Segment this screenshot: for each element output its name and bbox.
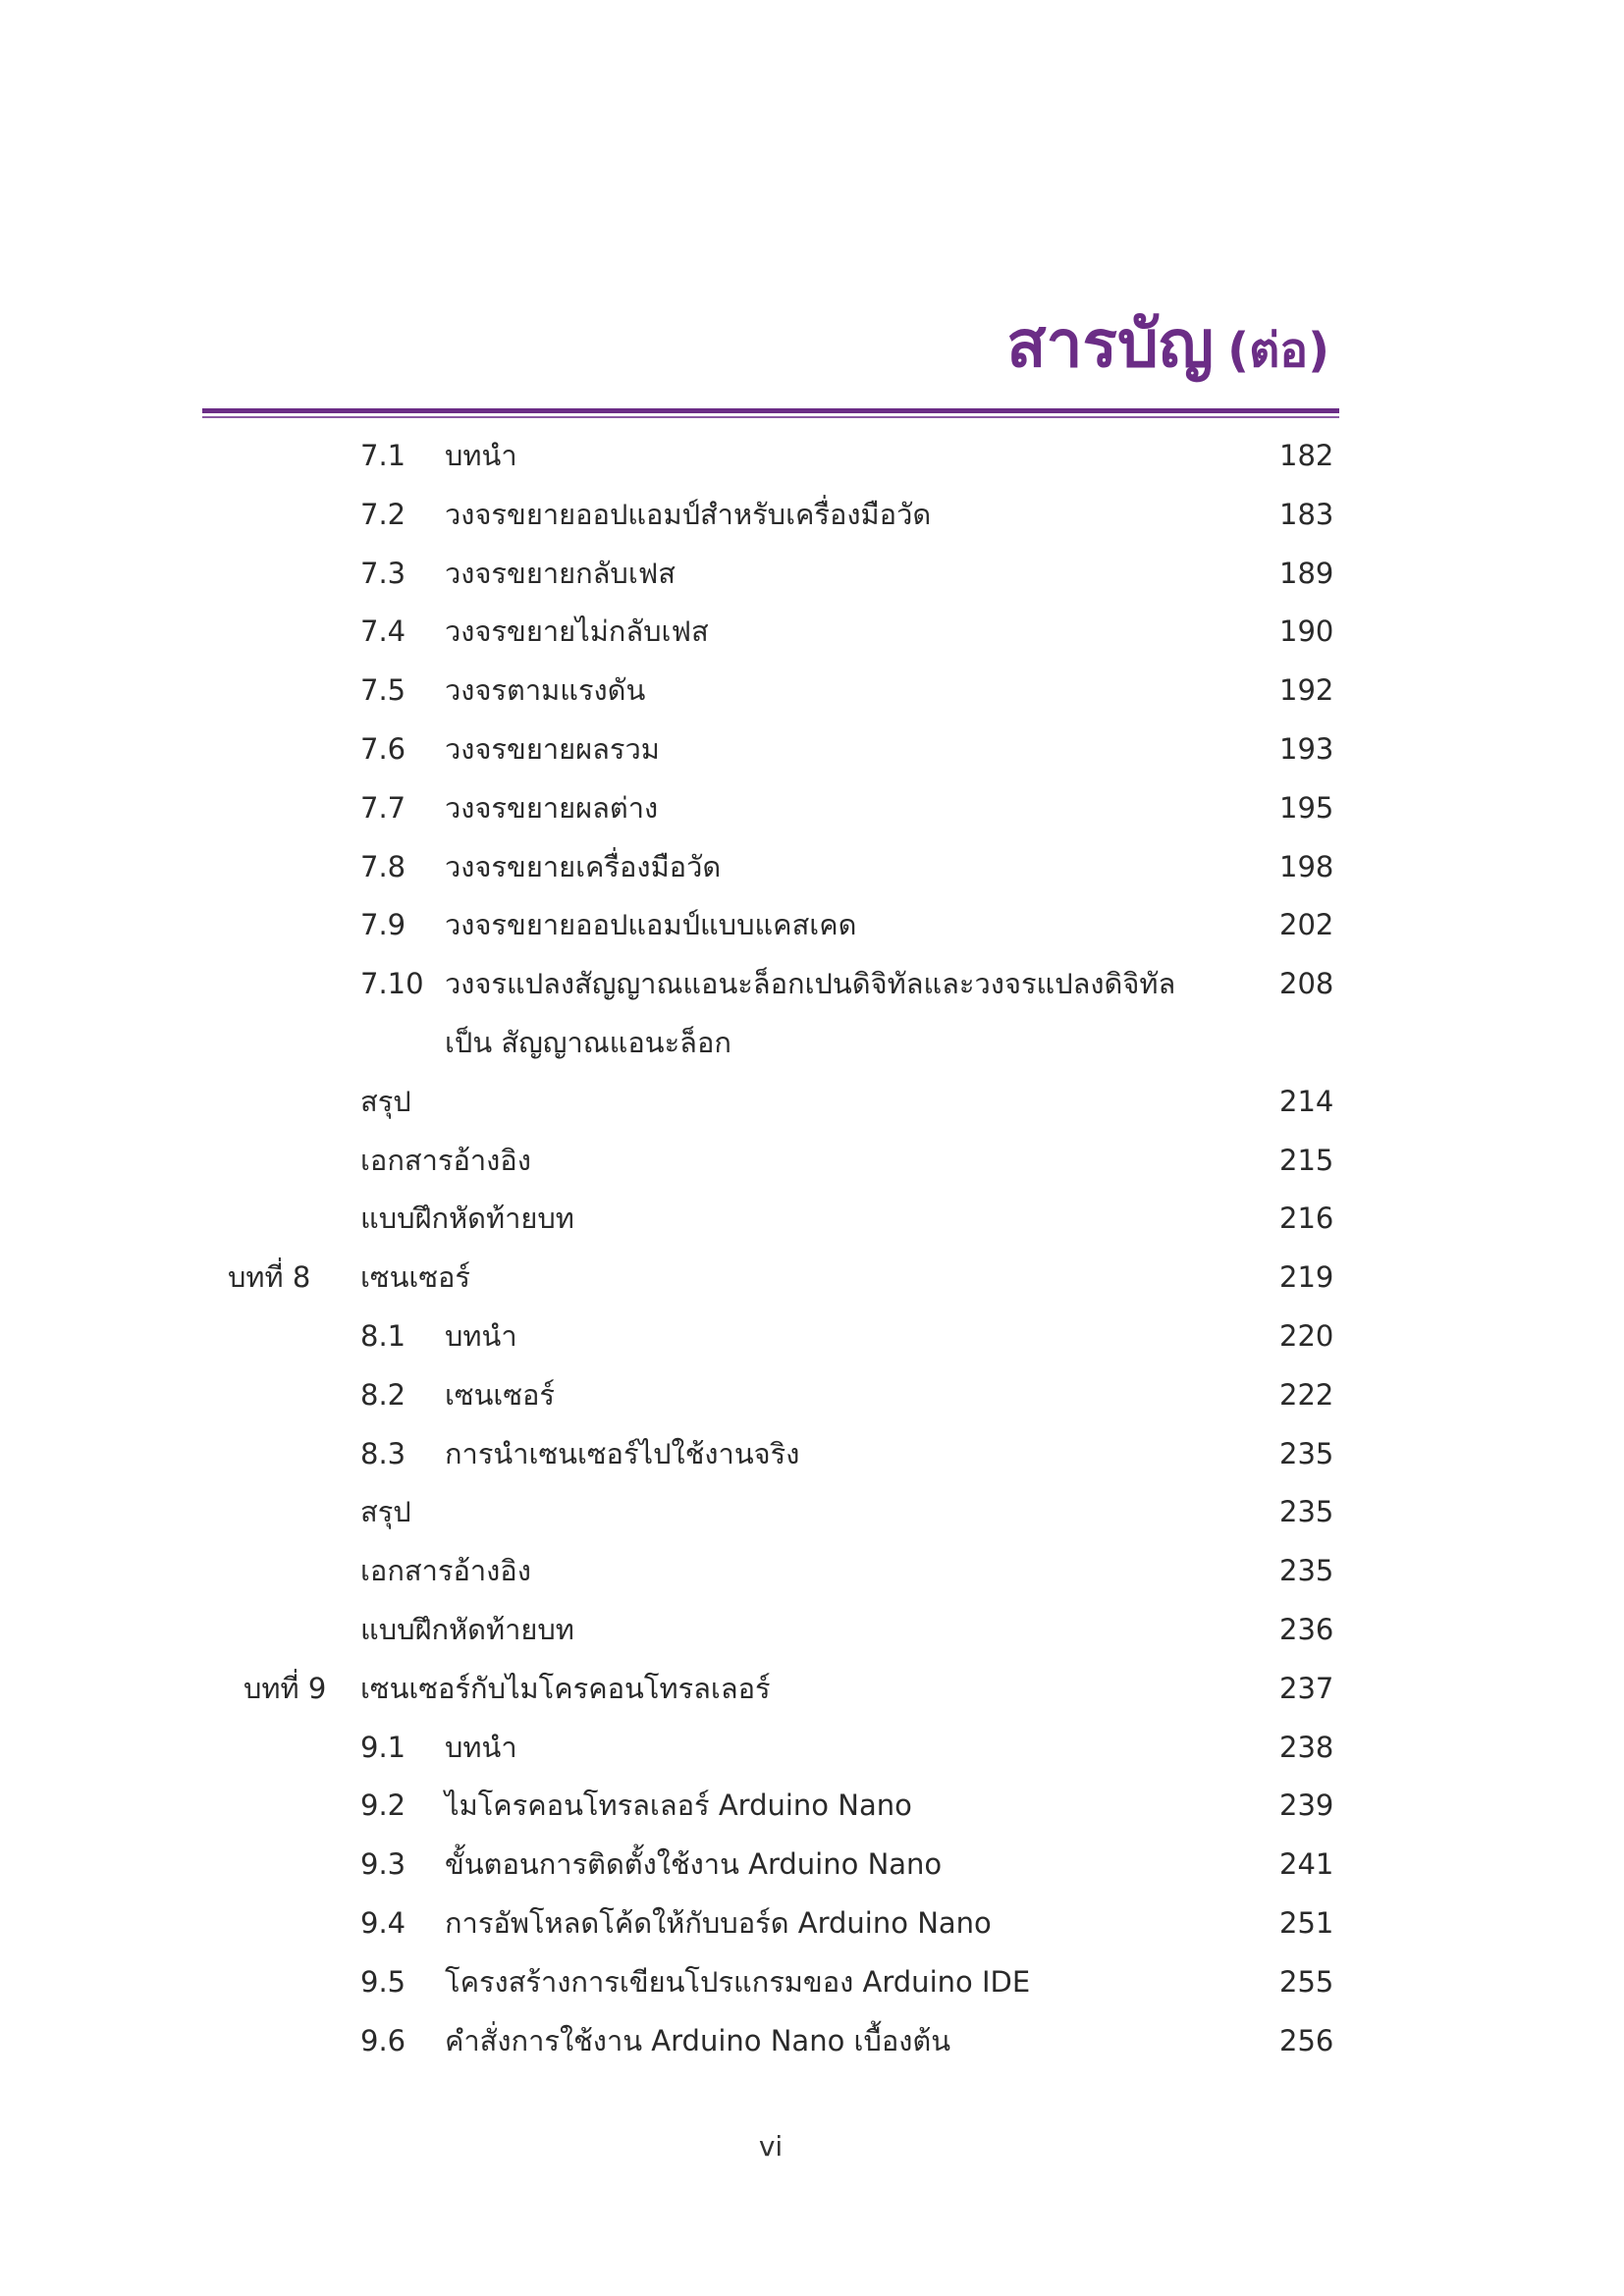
toc-entry [0, 486, 1624, 545]
toc-entry-title: การอัพโหลดโค้ดให้กับบอร์ด Arduino Nano [445, 1905, 992, 1940]
toc-section-number: 9.6 [360, 2023, 406, 2057]
toc-entry [0, 1953, 1624, 2012]
toc-page-number: 214 [1279, 1084, 1334, 1118]
toc-entry [0, 1777, 1624, 1836]
toc-page-number: 251 [1279, 1905, 1334, 1940]
toc-page-number: 235 [1279, 1554, 1334, 1588]
title-continued: (ต่อ) [1227, 323, 1329, 378]
toc-entry [0, 1483, 1624, 1542]
toc-page-number: 192 [1279, 673, 1334, 708]
title-main: สารบัญ [1006, 306, 1215, 382]
toc-section-number: 7.4 [360, 614, 406, 649]
toc-entry-title: เอกสารอ้างอิง [360, 1554, 531, 1588]
page-number: vi [758, 2130, 784, 2163]
toc-entry [0, 1073, 1624, 1132]
toc-section-number: 7.2 [360, 497, 406, 531]
toc-page-number: 235 [1279, 1436, 1334, 1470]
toc-entry [0, 896, 1624, 955]
toc-page-number: 216 [1279, 1201, 1334, 1236]
toc-entry-title: แบบฝึกหัดท้ายบท [360, 1612, 574, 1646]
toc-page-number: 236 [1279, 1612, 1334, 1646]
toc-entry [0, 1249, 1624, 1308]
toc-entry-title: สรุป [360, 1495, 411, 1529]
toc-page-number: 239 [1279, 1789, 1334, 1823]
toc-page-number: 198 [1279, 849, 1334, 883]
toc-entry [0, 779, 1624, 838]
toc-chapter-label: บทที่ 8 [228, 1260, 311, 1295]
toc-entry-title: เซนเซอร์ [360, 1260, 471, 1295]
toc-entry [0, 1542, 1624, 1601]
toc-entry [0, 662, 1624, 721]
toc-entry [0, 545, 1624, 604]
toc-page-number: 238 [1279, 1730, 1334, 1764]
toc-entry-title: เอกสารอ้างอิง [360, 1143, 531, 1177]
toc-entry [0, 1425, 1624, 1484]
toc-section-number: 9.2 [360, 1789, 406, 1823]
toc-entry-title: การนำเซนเซอร์ไปใช้งานจริง [445, 1436, 800, 1470]
toc-section-number: 7.7 [360, 790, 406, 825]
toc-page-number: 235 [1279, 1495, 1334, 1529]
toc-entry [0, 838, 1624, 897]
toc-section-number: 9.3 [360, 1847, 406, 1882]
toc-entry-title: โครงสร้างการเขียนโปรแกรมของ Arduino IDE [445, 1964, 1031, 1999]
toc-page-number: 256 [1279, 2023, 1334, 2057]
toc-page-number: 193 [1279, 731, 1334, 766]
toc-section-number: 9.4 [360, 1905, 406, 1940]
toc-entry [0, 1660, 1624, 1719]
toc-section-number: 7.8 [360, 849, 406, 883]
toc-section-number: 8.1 [360, 1318, 406, 1353]
toc-entry-title: วงจรขยายไม่กลับเฟส [445, 614, 709, 649]
toc-page-number: 215 [1279, 1143, 1334, 1177]
toc-section-number: 7.5 [360, 673, 406, 708]
toc-page-number: 202 [1279, 908, 1334, 942]
toc-entry-title: วงจรตามแรงดัน [445, 673, 646, 708]
toc-page-number: 182 [1279, 439, 1334, 472]
toc-entry-title: คำสั่งการใช้งาน Arduino Nano เบื้องต้น [445, 2023, 951, 2057]
toc-section-number: 8.2 [360, 1377, 406, 1412]
toc-entry-title: วงจรขยายกลับเฟส [445, 556, 676, 590]
toc-entry-title: สรุป [360, 1084, 411, 1118]
toc-entry [0, 1308, 1624, 1366]
toc-entry [0, 955, 1624, 1073]
toc-page-number: 195 [1279, 790, 1334, 825]
toc-entry-title: บทนำ [445, 1730, 517, 1764]
title-rule-thin [202, 416, 1339, 418]
toc-entry [0, 603, 1624, 662]
toc-entry [0, 1719, 1624, 1778]
toc-entry-title: ขั้นตอนการติดตั้งใช้งาน Arduino Nano [445, 1847, 943, 1882]
toc-entry-title: วงจรแปลงสัญญาณแอนะล็อกเปนดิจิทัลและวงจรแปลงดิจิทัลเป็น สัญญาณแอนะล็อก [445, 967, 1176, 1059]
toc-entry-title: วงจรขยายเครื่องมือวัด [445, 849, 722, 883]
toc-section-number: 7.1 [360, 439, 406, 472]
toc-page-number: 255 [1279, 1964, 1334, 1999]
toc-entry [0, 427, 1624, 486]
toc-page-number: 190 [1279, 614, 1334, 649]
table-of-contents [0, 427, 1624, 2070]
toc-entry-title: วงจรขยายออปแอมป์แบบแคสเคด [445, 908, 857, 942]
toc-section-number: 9.1 [360, 1730, 406, 1764]
toc-entry [0, 1601, 1624, 1660]
toc-chapter-label: บทที่ 9 [244, 1671, 327, 1705]
toc-section-number: 9.5 [360, 1964, 406, 1999]
toc-entry [0, 1366, 1624, 1425]
toc-entry-title: แบบฝึกหัดท้ายบท [360, 1201, 574, 1236]
toc-page-number: 237 [1279, 1671, 1334, 1705]
toc-page-number: 222 [1279, 1377, 1334, 1412]
page-title [1006, 306, 1329, 382]
toc-entry [0, 2012, 1624, 2071]
toc-page-number: 183 [1279, 497, 1334, 531]
toc-section-number: 7.6 [360, 731, 406, 766]
toc-entry-title: ไมโครคอนโทรลเลอร์ Arduino Nano [445, 1789, 912, 1823]
toc-entry-title: วงจรขยายออปแอมป์สำหรับเครื่องมือวัด [445, 497, 932, 531]
toc-section-number: 7.9 [360, 908, 406, 942]
toc-page-number: 219 [1279, 1260, 1334, 1295]
toc-page-number: 241 [1279, 1847, 1334, 1882]
toc-entry-title: เซนเซอร์กับไมโครคอนโทรลเลอร์ [360, 1671, 771, 1705]
toc-entry-title: บทนำ [445, 439, 517, 472]
toc-entry [0, 1190, 1624, 1249]
title-rule [202, 408, 1339, 413]
toc-entry-title: วงจรขยายผลต่าง [445, 790, 659, 825]
toc-entry-title: วงจรขยายผลรวม [445, 731, 660, 766]
toc-section-number: 7.10 [360, 967, 424, 1001]
toc-entry-title: บทนำ [445, 1318, 517, 1353]
toc-entry [0, 1132, 1624, 1191]
toc-entry [0, 1895, 1624, 1953]
toc-page-number: 208 [1279, 967, 1334, 1001]
toc-page-number: 220 [1279, 1318, 1334, 1353]
toc-entry-title: เซนเซอร์ [445, 1377, 556, 1412]
toc-entry [0, 1836, 1624, 1895]
toc-section-number: 7.3 [360, 556, 406, 590]
toc-section-number: 8.3 [360, 1436, 406, 1470]
toc-page-number: 189 [1279, 556, 1334, 590]
toc-entry [0, 721, 1624, 779]
